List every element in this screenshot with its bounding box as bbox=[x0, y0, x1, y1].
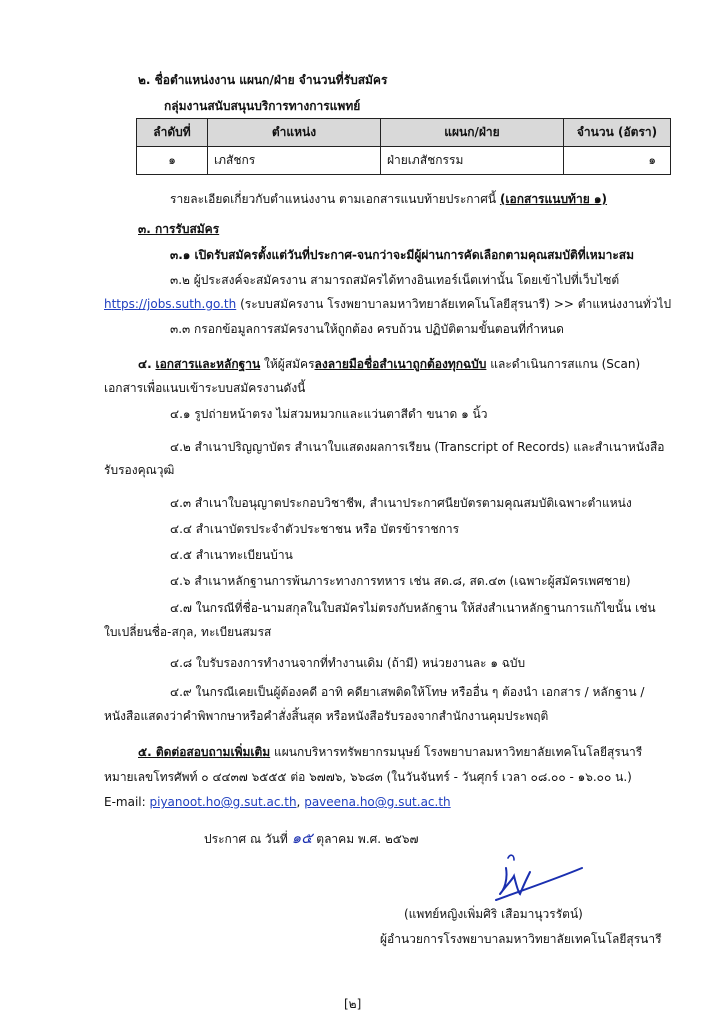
announcement-month-year: ตุลาคม พ.ศ. ๒๕๖๗ bbox=[316, 832, 419, 846]
list-item: ๔.๒ สำเนาปริญญาบัตร สำเนาใบแสดงผลการเรียน (Transcript of Records) และสำเนาหนังสือ bbox=[170, 440, 665, 454]
section5-phone: หมายเลขโทรศัพท์ ๐ ๔๔๓๗ ๖๕๕๕ ต่อ ๖๗๗๖, ๖๖๘๓ (ในวันจันทร์ - วันศุกร์ เวลา ๐๘.๐๐ - ๑๖.๐๐ น.) bbox=[104, 770, 632, 784]
list-item: ๔.๖ สำเนาหลักฐานการพ้นภาระทางการทหาร เช่น สด.๘, สด.๔๓ (เฉพาะผู้สมัครเพศชาย) bbox=[170, 574, 631, 588]
section3-item1: ๓.๑ เปิดรับสมัครตั้งแต่วันที่ประกาศ-จนกว่าจะมีผู้ผ่านการคัดเลือกตามคุณสมบัติที่เหมาะสม bbox=[170, 248, 635, 262]
table-cell: ๑ bbox=[137, 147, 208, 175]
signer-title: ผู้อำนวยการโรงพยาบาลมหาวิทยาลัยเทคโนโลยีสุรนารี bbox=[380, 932, 662, 946]
detail-text: รายละเอียดเกี่ยวกับตำแหน่งงาน ตามเอกสารแนบท้ายประกาศนี้ bbox=[170, 192, 497, 206]
section3-item2-line1: ๓.๒ ผู้ประสงค์จะสมัครงาน สามารถสมัครได้ทางอินเทอร์เน็ตเท่านั้น โดยเข้าไปที่เว็บไซต์ bbox=[170, 273, 620, 287]
section4-intro bbox=[138, 356, 640, 372]
page-number: [๒] bbox=[344, 997, 362, 1011]
announcement-day: ๑๕ bbox=[291, 829, 313, 847]
email-separator: , bbox=[296, 795, 301, 809]
jobs-website-link[interactable]: https://jobs.suth.go.th bbox=[104, 297, 237, 311]
section2-heading: ๒. ชื่อตำแหน่งงาน แผนก/ฝ่าย จำนวนที่รับสมัคร bbox=[138, 73, 388, 87]
table-header-cell: ลำดับที่ bbox=[137, 119, 208, 147]
list-item: ใบเปลี่ยนชื่อ-สกุล, ทะเบียนสมรส bbox=[104, 625, 272, 639]
list-item: ๔.๘ ใบรับรองการทำงานจากที่ทำงานเดิม (ถ้ามี) หน่วยงานละ ๑ ฉบับ bbox=[170, 656, 526, 670]
list-item: รับรองคุณวุฒิ bbox=[104, 463, 175, 477]
list-item: ๔.๗ ในกรณีที่ชื่อ-นามสกุลในใบสมัครไม่ตรงกับหลักฐาน ให้ส่งสำเนาหลักฐานการแก้ไขนั้น เช่น bbox=[170, 601, 656, 615]
list-item: หนังสือแสดงว่าคำพิพากษาหรือคำสั่งสิ้นสุด หรือหนังสือรับรองจากสำนักงานคุมประพฤติ bbox=[104, 709, 549, 723]
section4-heading: เอกสารและหลักฐาน bbox=[155, 357, 261, 371]
announcement-text: ประกาศ ณ วันที่ bbox=[204, 832, 288, 846]
list-item: ๔.๑ รูปถ่ายหน้าตรง ไม่สวมหมวกและแว่นตาสีดำ ขนาด ๑ นิ้ว bbox=[170, 407, 488, 421]
section3-item3: ๓.๓ กรอกข้อมูลการสมัครงานให้ถูกต้อง ครบถ้วน ปฏิบัติตามขั้นตอนที่กำหนด bbox=[170, 322, 564, 336]
section2-group: กลุ่มงานสนับสนุนบริการทางการแพทย์ bbox=[164, 99, 361, 113]
jobs-website-desc: (ระบบสมัครงาน โรงพยาบาลมหาวิทยาลัยเทคโนโลยีสุรนารี) >> ตำแหน่งงานทั่วไป bbox=[240, 297, 672, 311]
email-link-2[interactable]: paveena.ho@g.sut.ac.th bbox=[304, 795, 451, 809]
section4-intro-line2: เอกสารเพื่อแนบเข้าระบบสมัครงานดังนี้ bbox=[104, 381, 306, 395]
section5-heading: ๕. ติดต่อสอบถามเพิ่มเติม bbox=[138, 745, 271, 759]
table-header-cell: แผนก/ฝ่าย bbox=[381, 119, 564, 147]
table-header-cell: จำนวน (อัตรา) bbox=[564, 119, 671, 147]
section3-heading: ๓. การรับสมัคร bbox=[138, 222, 220, 236]
signer-name: (แพทย์หญิงเพิ่มศิริ เสือมานุวรรัตน์) bbox=[404, 907, 583, 921]
table-cell: เภสัชกร bbox=[208, 147, 381, 175]
section4-intro-a: ให้ผู้สมัคร bbox=[264, 357, 315, 371]
table-cell: ฝ่ายเภสัชกรรม bbox=[381, 147, 564, 175]
section4-intro-emphasis: ลงลายมือชื่อสำเนาถูกต้องทุกฉบับ bbox=[314, 357, 487, 371]
section5-email-line bbox=[104, 794, 451, 810]
list-item: ๔.๓ สำเนาใบอนุญาตประกอบวิชาชีพ, สำเนาประกาศนียบัตรตามคุณสมบัติเฉพาะตำแหน่ง bbox=[170, 496, 632, 510]
section5-line1 bbox=[138, 744, 642, 760]
section4-number: ๔. bbox=[138, 357, 152, 371]
list-item: ๔.๕ สำเนาทะเบียนบ้าน bbox=[170, 548, 293, 562]
list-item: ๔.๔ สำเนาบัตรประจำตัวประชาชน หรือ บัตรข้าราชการ bbox=[170, 522, 460, 536]
section3-item2-line2 bbox=[104, 296, 671, 312]
table-row bbox=[137, 147, 671, 175]
section5-text1: แผนกบริหารทรัพยากรมนุษย์ โรงพยาบาลมหาวิทยาลัยเทคโนโลยีสุรนารี bbox=[274, 745, 643, 759]
email-label: E-mail: bbox=[104, 795, 146, 809]
section2-detail bbox=[170, 191, 607, 207]
table-cell: ๑ bbox=[564, 147, 671, 175]
announcement-date bbox=[204, 830, 419, 847]
position-table bbox=[136, 118, 671, 175]
detail-attachment-link[interactable]: (เอกสารแนบท้าย ๑) bbox=[499, 192, 608, 206]
table-header-cell: ตำแหน่ง bbox=[208, 119, 381, 147]
table-header-row bbox=[137, 119, 671, 147]
list-item: ๔.๙ ในกรณีเคยเป็นผู้ต้องคดี อาทิ คดียาเสพติดให้โทษ หรืออื่น ๆ ต้องนำ เอกสาร / หลักฐาน / bbox=[170, 685, 645, 699]
section4-intro-c: และดำเนินการสแกน (Scan) bbox=[490, 357, 641, 371]
signature-image bbox=[478, 850, 588, 905]
email-link-1[interactable]: piyanoot.ho@g.sut.ac.th bbox=[149, 795, 297, 809]
